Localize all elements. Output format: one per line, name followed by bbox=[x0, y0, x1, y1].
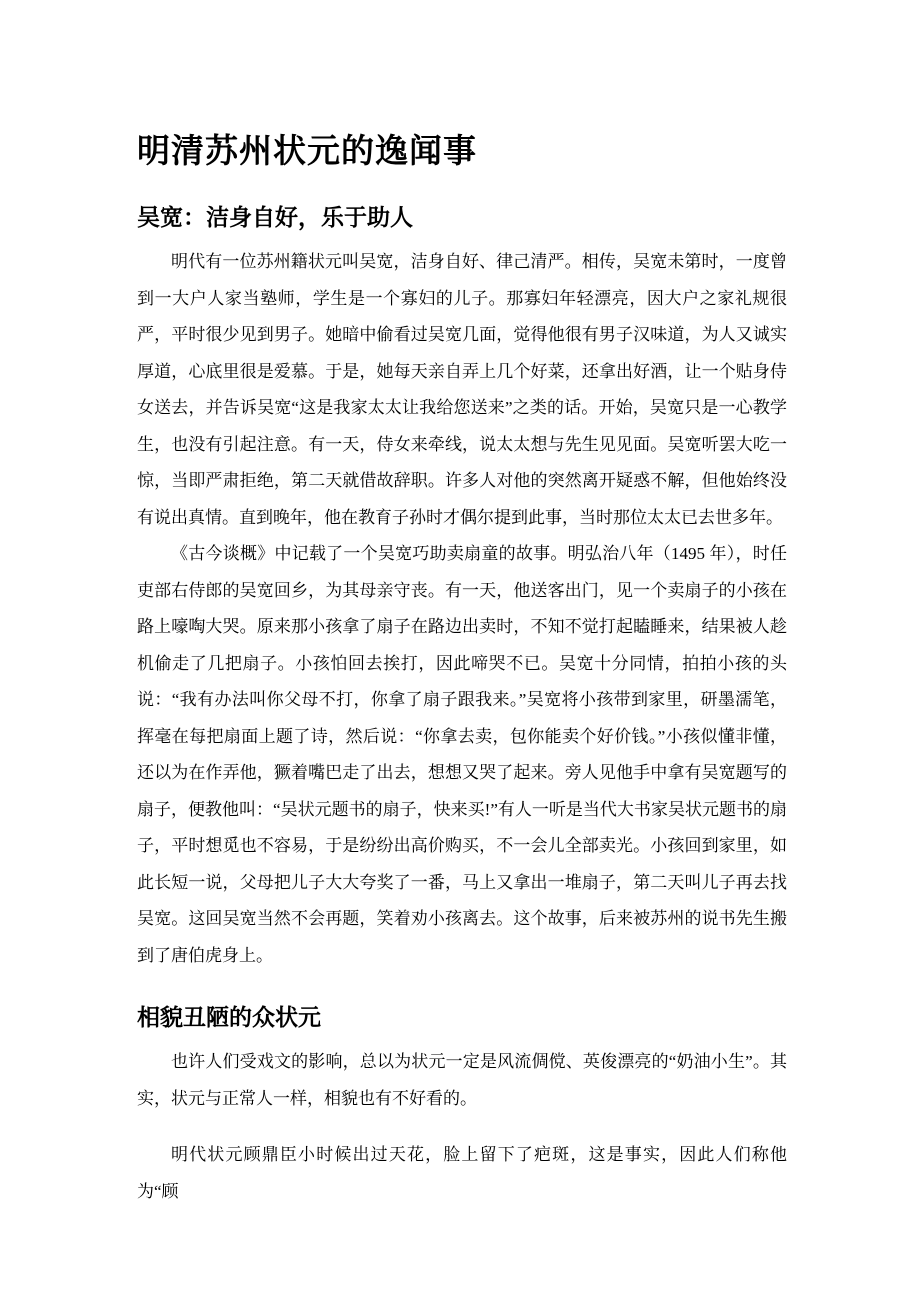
paragraph-gudingchen: 明代状元顾鼎臣小时候出过天花，脸上留下了疤斑，这是事实，因此人们称他为“顾 bbox=[137, 1145, 787, 1201]
paragraph-wukuan-story: 明代有一位苏州籍状元叫吴宽，洁身自好、律己清严。相传，吴宽未第时，一度曾到一大户人家当塾师，学生是一个寡妇的儿子。那寡妇年轻漂亮，因大户之家礼规很严，平时很少见到男子。她暗中偷看过吴宽几面，觉得他很有男子汉味道，为人又诚实厚道，心底里很是爱慕。于是，她每天亲自弄上几个好菜，还拿出好酒，让一个贴身侍女送去，并告诉吴宽“这是我家太太让我给您送来”之类的话。开始，吴宽只是一心教学生，也没有引起注意。有一天，侍女来牵线，说太太想与先生见见面。吴宽听罢大吃一惊，当即严肃拒绝，第二天就借故辞职。许多人对他的突然离开疑惑不解，但他始终没有说出真情。直到晚年，他在教育子孙时才偶尔提到此事，当时那位太太已去世多年。 bbox=[137, 252, 787, 527]
paragraph-fan-story: 《古今谈概》中记载了一个吴宽巧助卖扇童的故事。明弘治八年（1495 年），时任吏部右侍郎的吴宽回乡，为其母亲守丧。有一天，他送客出门，见一个卖扇子的小孩在路上嚎啕大哭。原来那小孩拿了扇子在路边出卖时，不知不觉打起瞌睡来，结果被人趁机偷走了几把扇子。小孩怕回去挨打，因此啼哭不已。吴宽十分同情，拍拍小孩的头说：“我有办法叫你父母不打，你拿了扇子跟我来。”吴宽将小孩带到家里，研墨濡笔，挥毫在每把扇面上题了诗，然后说：“你拿去卖，包你能卖个好价钱。”小孩似懂非懂，还以为在作弄他，獗着嘴巴走了出去，想想又哭了起来。旁人见他手中拿有吴宽题写的扇子，便教他叫：“吴状元题书的扇子，快来买!”有人一听是当代大书家吴状元题书的扇子，平时想觅也不容易，于是纷纷出高价购买，不一会儿全部卖光。小孩回到家里，如此长短一说，父母把儿子大大夸奖了一番，马上又拿出一堆扇子，第二天叫儿子再去找吴宽。这回吴宽当然不会再题，笑着劝小孩离去。这个故事，后来被苏州的说书先生搬到了唐伯虎身上。 bbox=[137, 544, 787, 965]
paragraph-appearance-intro: 也许人们受戏文的影响，总以为状元一定是风流倜傥、英俊漂亮的“奶油小生”。其实，状元与正常人一样，相貌也有不好看的。 bbox=[137, 1052, 787, 1108]
section-heading-wukuan: 吴宽：洁身自好，乐于助人 bbox=[137, 204, 413, 230]
document-content bbox=[137, 0, 787, 1210]
document-title: 明清苏州状元的逸闻事 bbox=[137, 132, 477, 169]
section-heading-ugly-zhuangyuan: 相貌丑陋的众状元 bbox=[137, 1004, 321, 1030]
